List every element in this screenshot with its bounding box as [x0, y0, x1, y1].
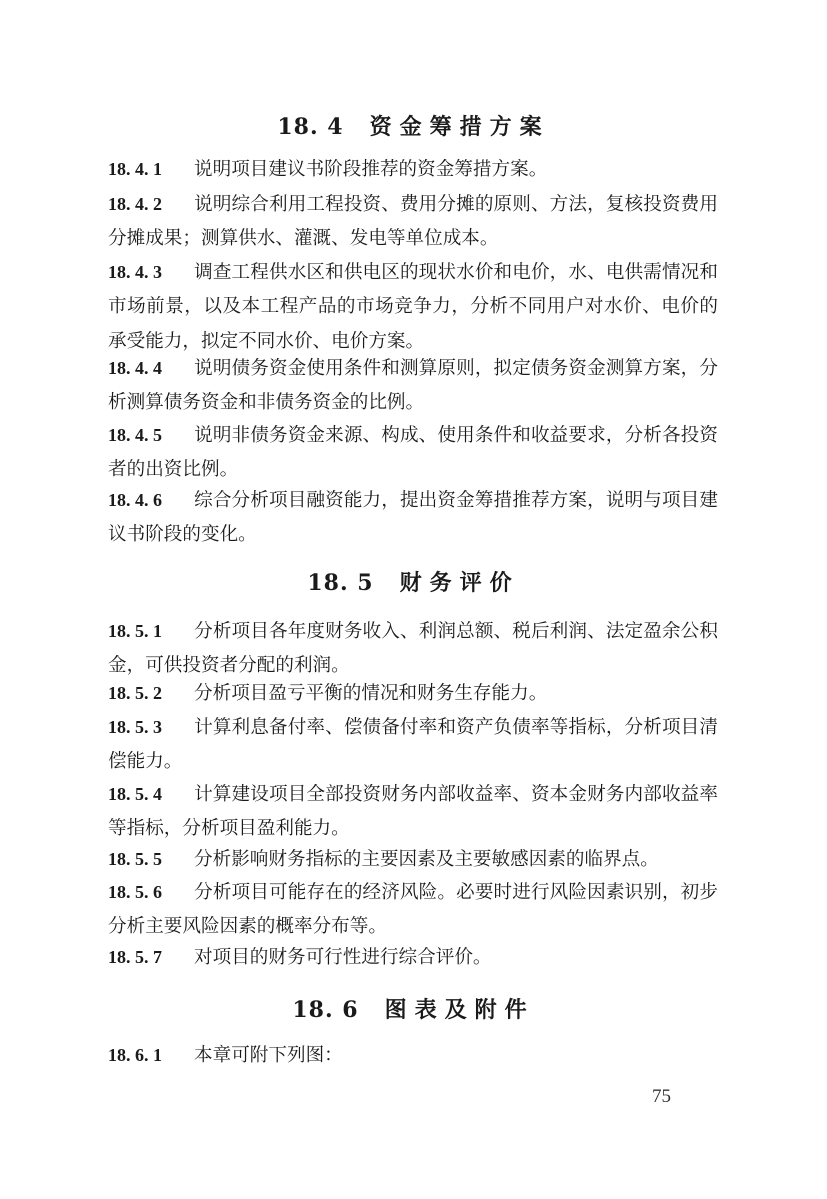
clause-number: 18. 5. 3 [108, 717, 162, 737]
clause-18-4-1 [108, 152, 718, 187]
clause-number: 18. 5. 6 [108, 882, 162, 902]
clause-18-5-2 [108, 676, 718, 711]
clause-number: 18. 6. 1 [108, 1045, 162, 1065]
clause-number: 18. 4. 3 [108, 262, 162, 282]
clause-number: 18. 5. 4 [108, 784, 162, 804]
clause-18-5-6 [108, 875, 718, 945]
clause-18-5-3 [108, 710, 718, 780]
page-number: 75 [652, 1086, 671, 1107]
clause-text: 分析项目可能存在的经济风险。必要时进行风险因素识别，初步分析主要风险因素的概率分布等。 [108, 882, 718, 938]
clause-18-5-1 [108, 614, 718, 684]
clause-18-5-4 [108, 777, 718, 847]
clause-text: 调查工程供水区和供电区的现状水价和电价，水、电供需情况和市场前景，以及本工程产品的市场竞争力，分析不同用户对水价、电价的承受能力，拟定不同水价、电价方案。 [108, 262, 718, 352]
clause-number: 18. 4. 6 [108, 490, 162, 510]
clause-text: 说明非债务资金来源、构成、使用条件和收益要求，分析各投资者的出资比例。 [108, 425, 718, 481]
clause-text: 分析影响财务指标的主要因素及主要敏感因素的临界点。 [194, 849, 659, 870]
section-heading-18-6: 18. 6 图表及附件 [292, 997, 535, 1023]
clause-number: 18. 4. 1 [108, 159, 162, 179]
clause-text: 说明综合利用工程投资、费用分摊的原则、方法，复核投资费用分摊成果；测算供水、灌溉、发电等单位成本。 [108, 194, 718, 250]
clause-text: 对项目的财务可行性进行综合评价。 [194, 947, 492, 968]
clause-number: 18. 4. 4 [108, 358, 162, 378]
clause-text: 分析项目盈亏平衡的情况和财务生存能力。 [194, 683, 548, 704]
section-heading-18-5: 18. 5 财务评价 [307, 570, 520, 596]
clause-text: 说明债务资金使用条件和测算原则，拟定债务资金测算方案，分析测算债务资金和非债务资金的比例。 [108, 358, 718, 414]
clause-18-5-7 [108, 940, 718, 975]
clause-number: 18. 5. 1 [108, 621, 162, 641]
clause-text: 计算利息备付率、偿债备付率和资产负债率等指标，分析项目清偿能力。 [108, 717, 718, 773]
clause-text: 综合分析项目融资能力，提出资金筹措推荐方案，说明与项目建议书阶段的变化。 [108, 490, 718, 546]
clause-18-4-2 [108, 187, 718, 257]
clause-18-6-1 [108, 1038, 718, 1073]
clause-18-4-3 [108, 255, 718, 359]
section-heading-18-4: 18. 4 资金筹措方案 [277, 114, 550, 140]
clause-18-4-4 [108, 351, 718, 421]
clause-text: 说明项目建议书阶段推荐的资金筹措方案。 [194, 159, 548, 180]
clause-number: 18. 4. 2 [108, 194, 162, 214]
clause-number: 18. 5. 5 [108, 849, 162, 869]
clause-18-5-5 [108, 842, 718, 877]
clause-18-4-5 [108, 418, 718, 488]
clause-text: 本章可附下列图： [194, 1045, 343, 1066]
clause-number: 18. 5. 2 [108, 683, 162, 703]
clause-text: 分析项目各年度财务收入、利润总额、税后利润、法定盈余公积金，可供投资者分配的利润。 [108, 621, 718, 677]
clause-18-4-6 [108, 483, 718, 553]
clause-text: 计算建设项目全部投资财务内部收益率、资本金财务内部收益率等指标，分析项目盈利能力。 [108, 784, 718, 840]
clause-number: 18. 4. 5 [108, 425, 162, 445]
clause-number: 18. 5. 7 [108, 947, 162, 967]
